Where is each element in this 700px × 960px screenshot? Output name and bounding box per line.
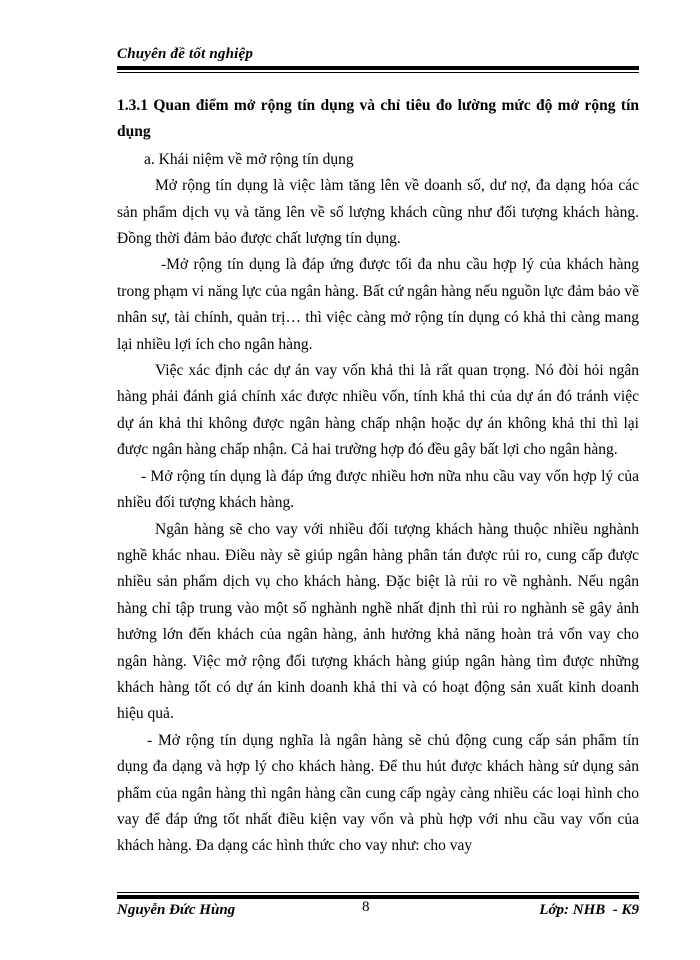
paragraph: Ngân hàng sẽ cho vay với nhiều đối tượng khách hàng thuộc nhiều nghành nghề khác nhau. Điều này sẽ giúp ngân hàng phân tán được rủi ro, cung cấp được nhiều sản phẩm dịch vụ cho khách hàng. Đặc biệt là rủi ro về nghành. Nếu ngân hàng chỉ tập trung vào một số nghành nghề nhất định thì rủi ro nghành sẽ gây ảnh hưởng lớn đến khách của ngân hàng, ảnh hưởng khả năng hoàn trả vốn vay cho ngân hàng. Việc mở rộng đối tượng khách hàng giúp ngân hàng tìm được những khách hàng tốt có dự án kinh doanh khả thi và có hoạt động sản xuất kinh doanh hiệu quả.: [117, 520, 639, 723]
footer-rule-thick: [117, 895, 639, 899]
footer-rule-thin: [117, 892, 639, 893]
paragraph: -Mở rộng tín dụng là đáp ứng được tối đa nhu cầu hợp lý của khách hàng trong phạm vi năng lực của ngân hàng. Bất cứ ngân hàng nếu nguồn lực đảm bảo về nhân sự, tài chính, quản trị… thì việc càng mở rộng tín dụng có khả thi càng mang lại nhiều lợi ích cho ngân hàng.: [117, 256, 639, 353]
header-rule-thin: [117, 72, 639, 73]
paragraph: Việc xác định các dự án vay vốn khả thi là rất quan trọng. Nó đòi hỏi ngân hàng phải đánh giá chính xác được nhiều vốn, tính khả thi của dự án đó tránh việc dự án khả thi không được ngân hàng chấp nhận hoặc dự án không khả thi thì lại được ngân hàng chấp nhận. Cả hai trường hợp đó đều gây bất lợi cho ngân hàng.: [117, 362, 639, 459]
footer-author: Nguyễn Đức Hùng: [117, 902, 236, 918]
paragraph: - Mở rộng tín dụng là đáp ứng được nhiều hơn nữa nhu cầu vay vốn hợp lý của nhiều đối tượng khách hàng.: [117, 467, 639, 512]
paragraph: - Mở rộng tín dụng nghĩa là ngân hàng sẽ chủ động cung cấp sản phẩm tín dụng đa dạng và hợp lý cho khách hàng. Để thu hút được khách hàng sử dụng sản phẩm của ngân hàng thì ngân hàng cần cung cấp ngày càng nhiều các loại hình cho vay để đáp ứng tốt nhất điều kiện vay vốn và phù hợp với nhu cầu vay vốn của khách hàng. Đa dạng các hình thức cho vay như: cho vay: [117, 731, 639, 855]
header-rule-thick: [117, 66, 639, 70]
document-body: [117, 93, 639, 860]
section-heading: 1.3.1 Quan điểm mở rộng tín dụng và chỉ tiêu đo lường mức độ mở rộng tín dụng: [117, 97, 639, 141]
paragraph: Mở rộng tín dụng là việc làm tăng lên về doanh số, dư nợ, đa dạng hóa các sản phẩm dịch vụ và tăng lên về số lượng khách cũng như đối tượng khách hàng. Đồng thời đảm bảo được chất lượng tín dụng.: [117, 177, 639, 248]
page-number: 8: [362, 899, 370, 915]
subsection-heading: a. Khái niệm về mở rộng tín dụng: [144, 150, 354, 168]
document-header-title: Chuyên đề tốt nghiệp: [117, 46, 254, 62]
footer-class-label: Lớp: NHB - K9: [539, 902, 639, 918]
